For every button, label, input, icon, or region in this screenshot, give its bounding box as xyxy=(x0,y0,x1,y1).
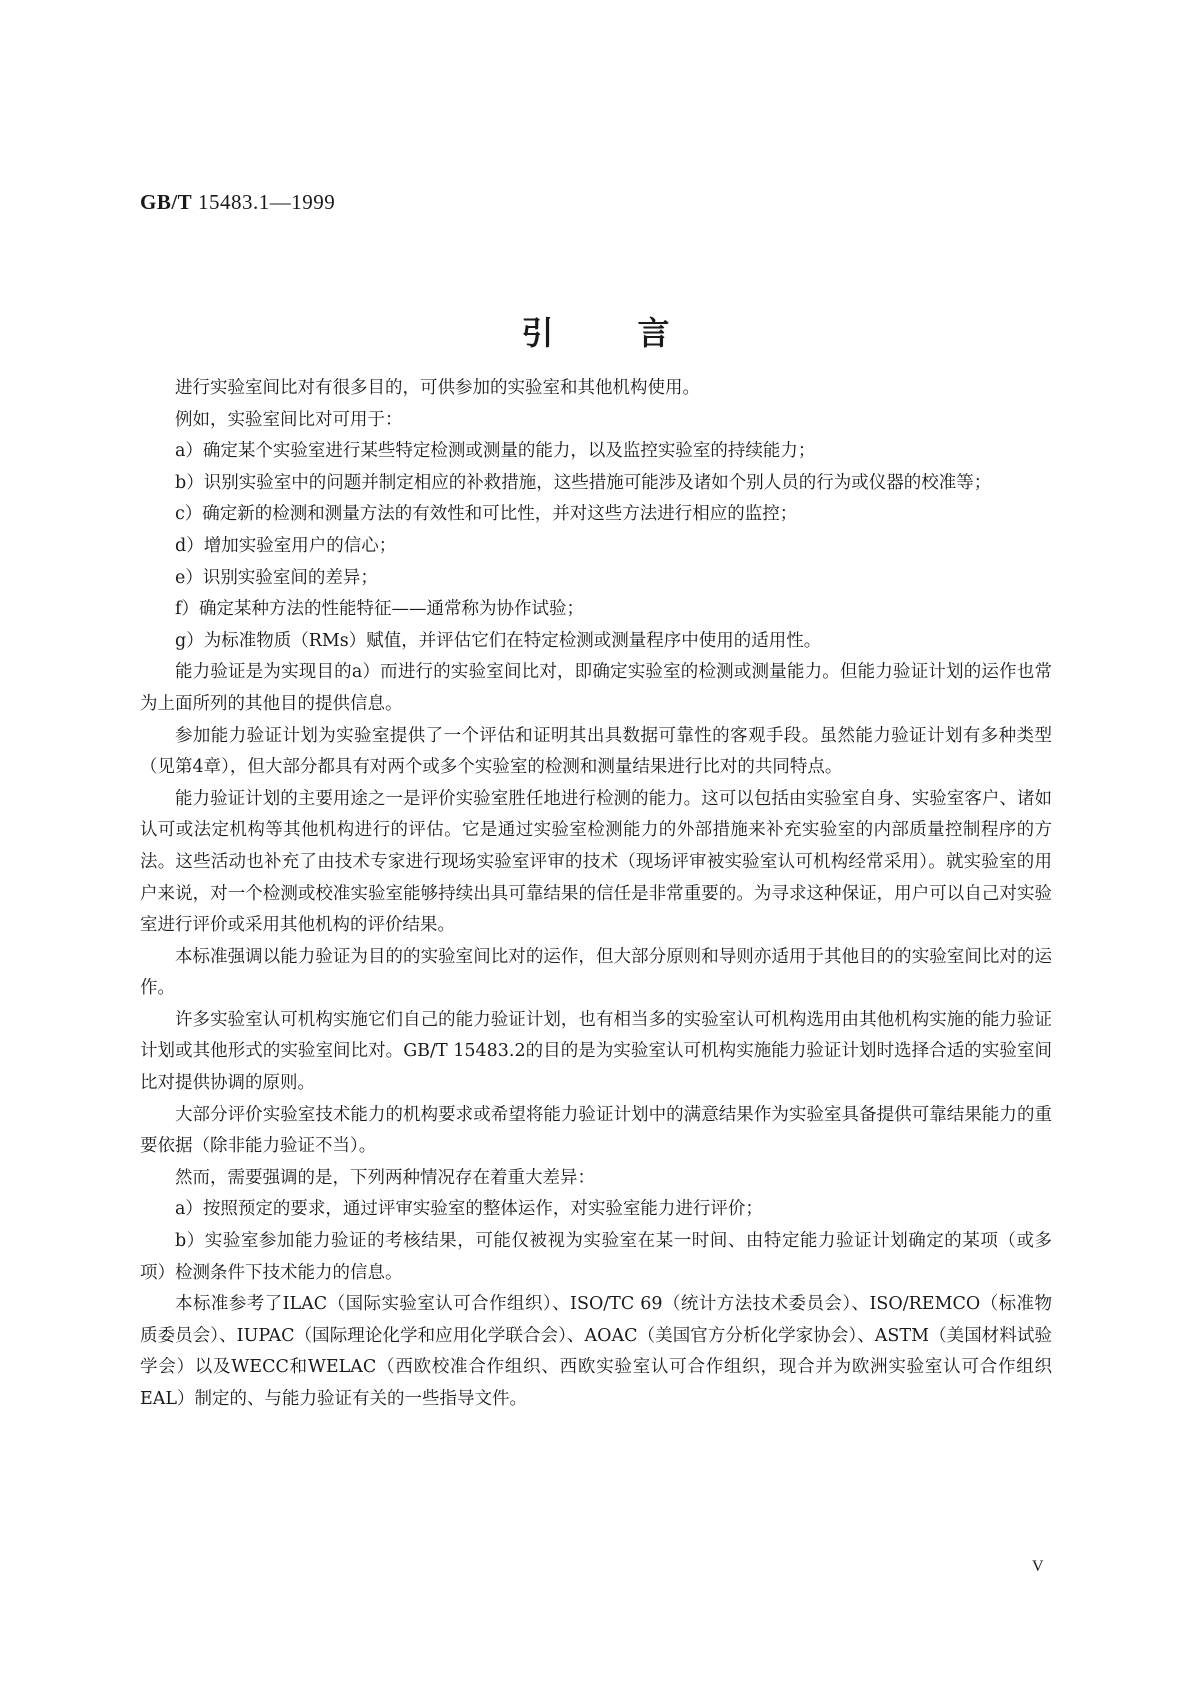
list-item: b）实验室参加能力验证的考核结果，可能仅被视为实验室在某一时间、由特定能力验证计划确定的某项（或多项）检测条件下技术能力的信息。 xyxy=(140,1231,1052,1283)
paragraph: 参加能力验证计划为实验室提供了一个评估和证明其出具数据可靠性的客观手段。虽然能力验证计划有多种类型（见第4章），但大部分都具有对两个或多个实验室的检测和测量结果进行比对的共同特点。 xyxy=(140,725,1052,778)
paragraph: 本标准强调以能力验证为目的的实验室间比对的运作，但大部分原则和导则亦适用于其他目的的实验室间比对的运作。 xyxy=(140,946,1052,999)
paragraph: 然而，需要强调的是，下列两种情况存在着重大差异： xyxy=(175,1167,595,1188)
list-item: b）识别实验室中的问题并制定相应的补救措施，这些措施可能涉及诸如个别人员的行为或仪器的校准等； xyxy=(175,472,992,493)
list-item: a）按照预定的要求，通过评审实验室的整体运作，对实验室能力进行评价； xyxy=(175,1199,763,1220)
paragraph: 本标准参考了ILAC（国际实验室认可合作组织）、ISO/TC 69（统计方法技术委员会）、ISO/REMCO（标准物质委员会）、IUPAC（国际理论化学和应用化学联合会）、AOAC（美国官方分析化学家协会）、ASTM（美国材料试验学会）以及WECC和WELAC（西欧校准合作组织、西欧实验室认可合作组织，现合并为欧洲实验室认可合作组织EAL）制定的、与能力验证有关的一些指导文件。 xyxy=(140,1294,1052,1409)
paragraph: 能力验证是为实现目的a）而进行的实验室间比对，即确定实验室的检测或测量能力。但能力验证计划的运作也常为上面所列的其他目的提供信息。 xyxy=(140,662,1052,714)
page-number: V xyxy=(1032,1558,1044,1575)
paragraph: 许多实验室认可机构实施它们自己的能力验证计划，也有相当多的实验室认可机构选用由其他机构实施的能力验证计划或其他形式的实验室间比对。GB/T 15483.2的目的是为实验室认可机构实施能力验证计划时选择合适的实验室间比对提供协调的原则。 xyxy=(140,1009,1052,1094)
list-item: a）确定某个实验室进行某些特定检测或测量的能力，以及监控实验室的持续能力； xyxy=(175,441,816,462)
standard-code-number: 15483.1—1999 xyxy=(197,190,336,214)
section-title: 引言 xyxy=(521,314,754,352)
paragraph: 大部分评价实验室技术能力的机构要求或希望将能力验证计划中的满意结果作为实验室具备提供可靠结果能力的重要依据（除非能力验证不当）。 xyxy=(140,1104,1052,1157)
list-item: f）确定某种方法的性能特征——通常称为协作试验； xyxy=(175,599,584,620)
list-item: c）确定新的检测和测量方法的有效性和可比性，并对这些方法进行相应的监控； xyxy=(175,504,798,525)
paragraph: 能力验证计划的主要用途之一是评价实验室胜任地进行检测的能力。这可以包括由实验室自身、实验室客户、诸如认可或法定机构等其他机构进行的评估。它是通过实验室检测能力的外部措施来补充实验室的内部质量控制程序的方法。这些活动也补充了由技术专家进行现场实验室评审的技术（现场评审被实验室认可机构经常采用）。就实验室的用户来说，对一个检测或校准实验室能够持续出具可靠结果的信任是非常重要的。为寻求这种保证，用户可以自己对实验室进行评价或采用其他机构的评价结果。 xyxy=(140,788,1052,936)
list-item: d）增加实验室用户的信心； xyxy=(175,535,397,556)
standard-code-prefix: GB/T xyxy=(140,190,193,214)
document-body xyxy=(140,373,1052,1416)
paragraph: 进行实验室间比对有很多目的，可供参加的实验室和其他机构使用。 xyxy=(175,378,700,398)
paragraph: 例如，实验室间比对可用于： xyxy=(175,409,403,430)
list-item: e）识别实验室间的差异； xyxy=(175,567,378,588)
list-item: g）为标准物质（RMs）赋值，并评估它们在特定检测或测量程序中使用的适用性。 xyxy=(175,630,822,651)
standard-code xyxy=(140,190,335,215)
